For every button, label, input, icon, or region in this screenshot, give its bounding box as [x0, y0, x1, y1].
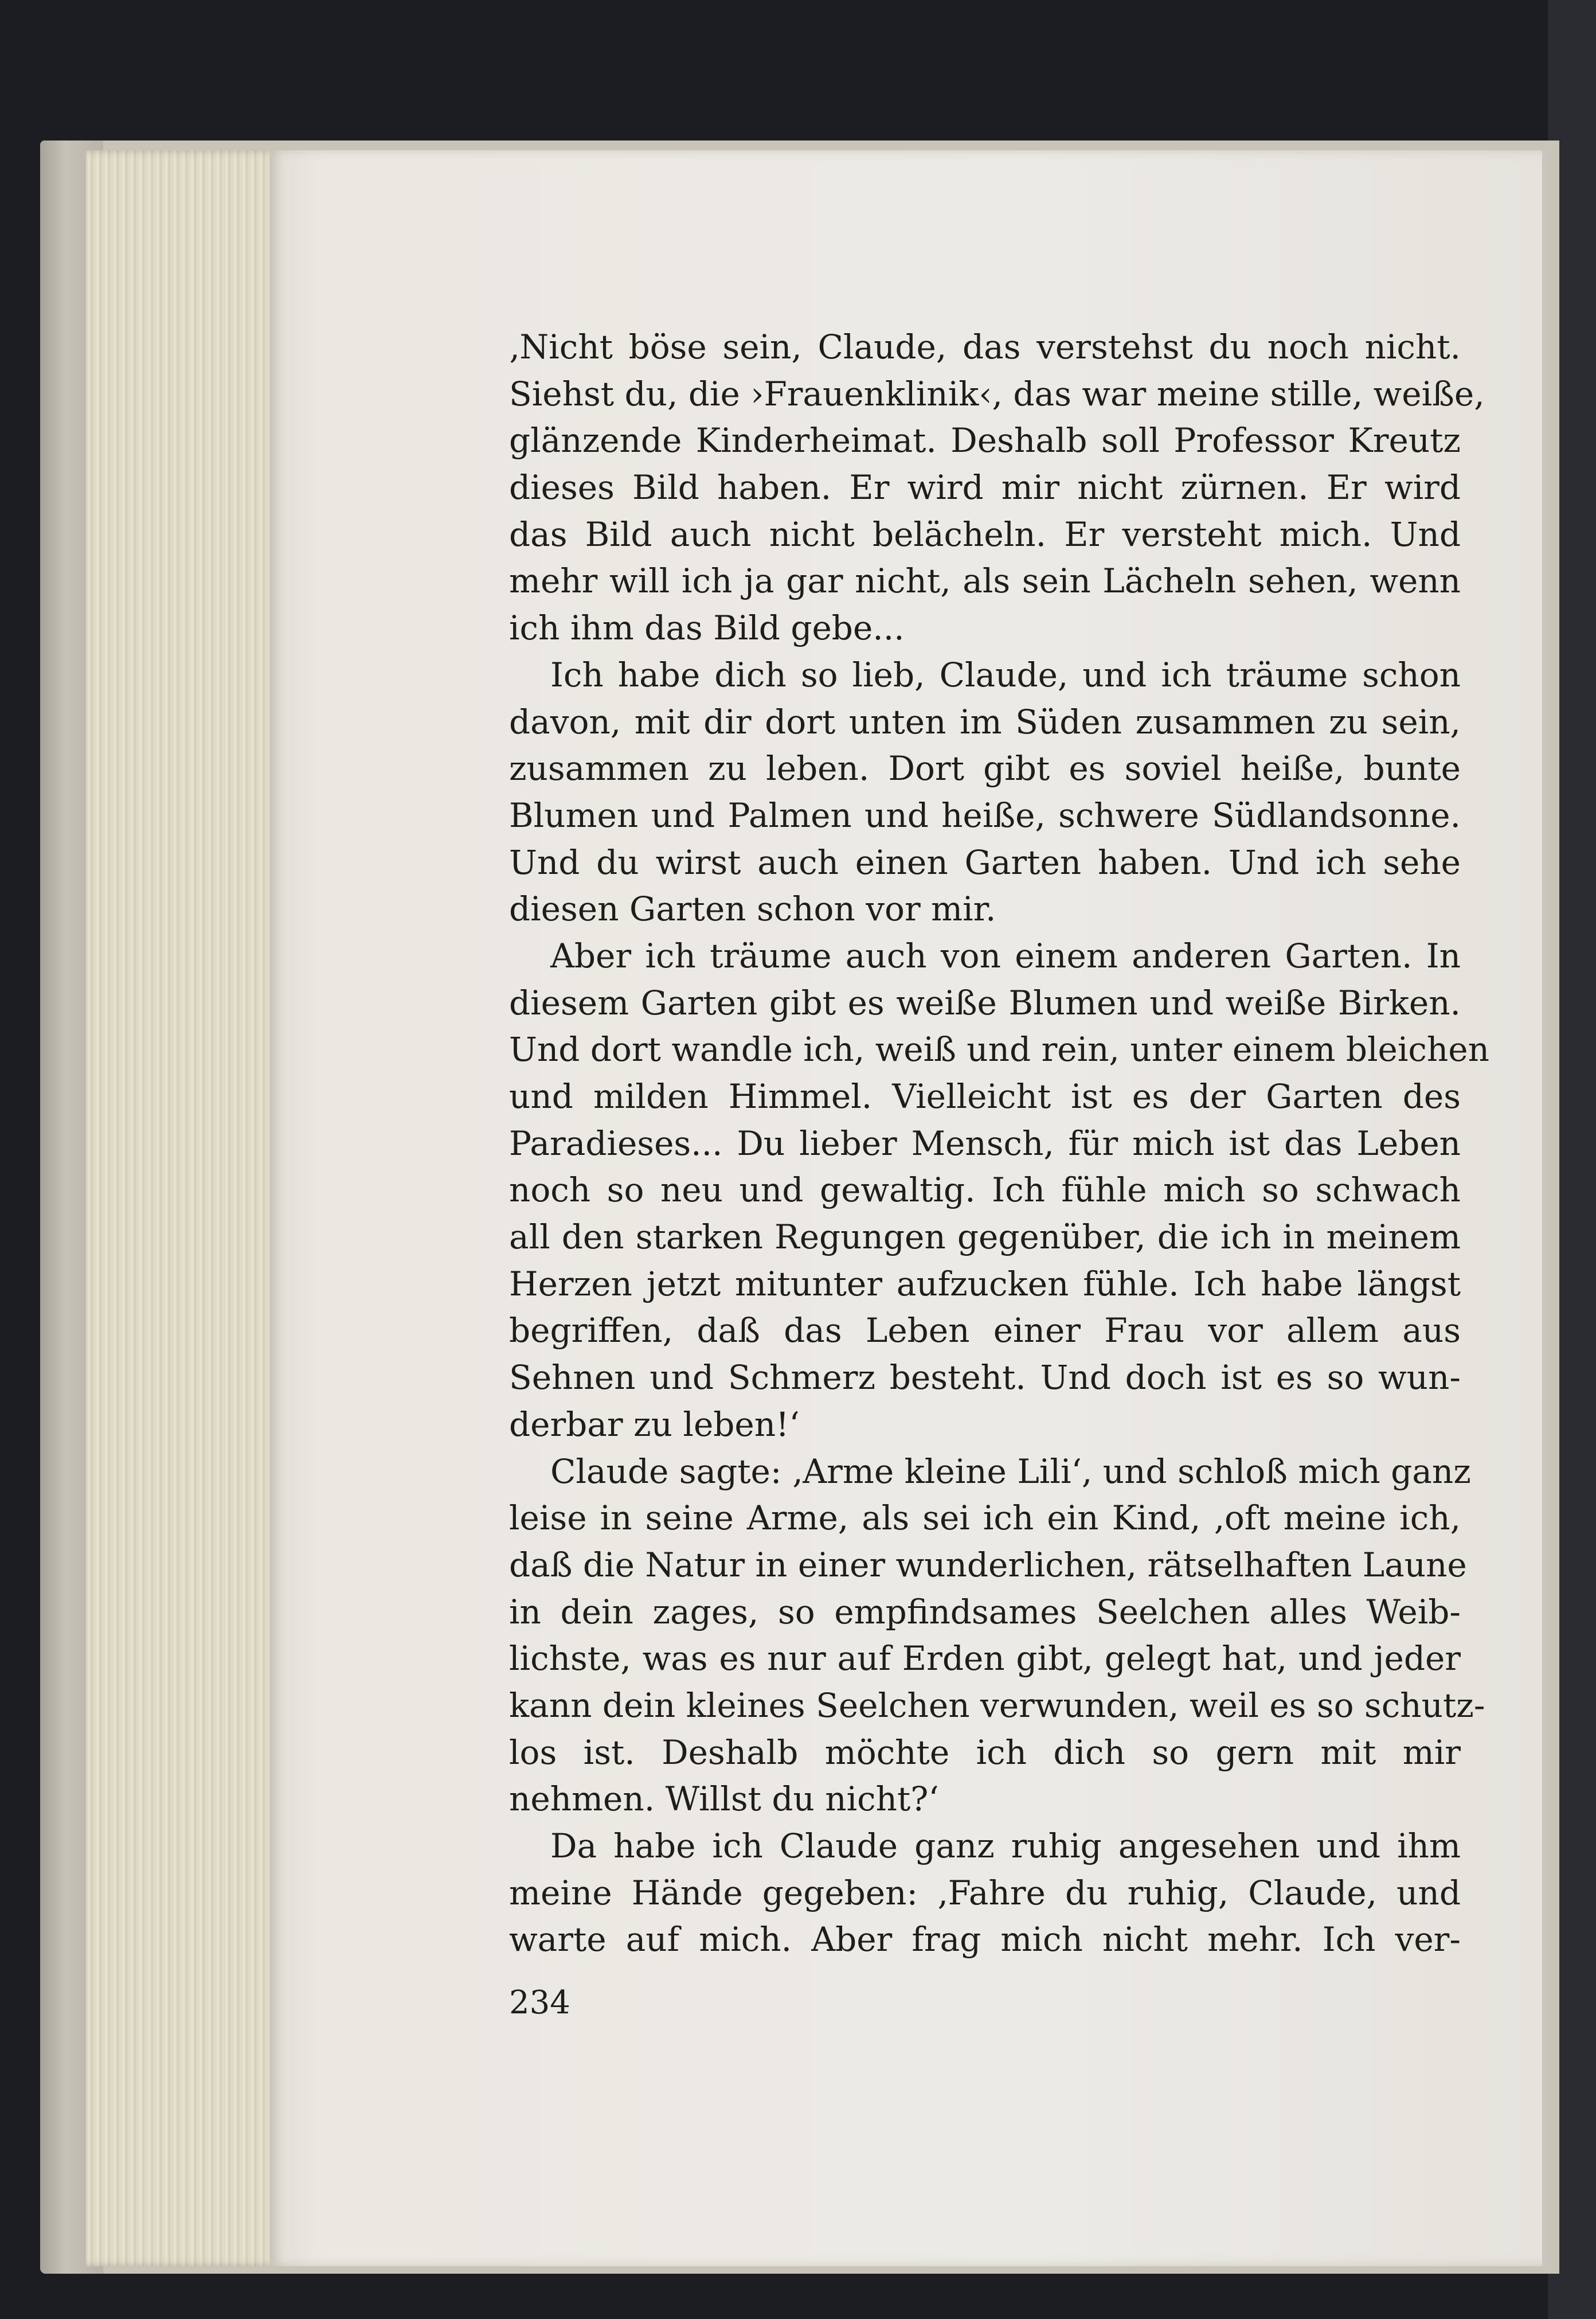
text-line: Sehnen und Schmerz besteht. Und doch ist es so wun- — [509, 1358, 1461, 1397]
text-line: daß die Natur in einer wunderlichen, rätselhaften Laune — [509, 1545, 1467, 1584]
text-line: kann dein kleines Seelchen verwunden, weil es so schutz- — [509, 1685, 1485, 1725]
text-line: Blumen und Palmen und heiße, schwere Südlandsonne. — [509, 795, 1461, 835]
text-line: Und du wirst auch einen Garten haben. Und ich sehe — [509, 842, 1461, 882]
text-line: dieses Bild haben. Er wird mir nicht zürnen. Er wird — [509, 468, 1461, 507]
text-line: leise in seine Arme, als sei ich ein Kind, ‚oft meine ich, — [509, 1498, 1461, 1538]
text-line: glänzende Kinderheimat. Deshalb soll Professor Kreutz — [509, 421, 1461, 460]
text-line: zusammen zu leben. Dort gibt es soviel heiße, bunte — [509, 749, 1461, 788]
text-line: Und dort wandle ich, weiß und rein, unter einem bleichen — [509, 1030, 1489, 1069]
text-line: das Bild auch nicht belächeln. Er versteht mich. Und — [509, 514, 1461, 554]
text-line: davon, mit dir dort unten im Süden zusammen zu sein, — [509, 702, 1461, 741]
text-line: derbar zu leben!‘ — [509, 1404, 800, 1444]
text-line: noch so neu und gewaltig. Ich fühle mich so schwach — [509, 1170, 1461, 1210]
text-line: Da habe ich Claude ganz ruhig angesehen und ihm — [550, 1826, 1461, 1865]
text-line: Aber ich träume auch von einem anderen Garten. In — [550, 936, 1461, 975]
text-line: warte auf mich. Aber frag mich nicht mehr. Ich ver- — [509, 1920, 1461, 1959]
body-text — [509, 324, 1489, 1963]
text-line: Herzen jetzt mitunter aufzucken fühle. Ich habe längst — [509, 1264, 1461, 1303]
page-edges — [86, 150, 281, 2266]
page-number: 234 — [509, 1984, 570, 2021]
text-line: nehmen. Willst du nicht?‘ — [509, 1779, 939, 1819]
text-line: diesen Garten schon vor mir. — [509, 889, 996, 929]
text-line: ‚Nicht böse sein, Claude, das verstehst du noch nicht. — [509, 327, 1461, 366]
page-gutter — [1542, 150, 1549, 2266]
text-line: begriffen, daß das Leben einer Frau vor allem aus — [509, 1311, 1461, 1350]
text-line: all den starken Regungen gegenüber, die ich in meinem — [509, 1217, 1461, 1257]
text-line: diesem Garten gibt es weiße Blumen und weiße Birken. — [509, 983, 1461, 1022]
text-line: Claude sagte: ‚Arme kleine Lili‘, und schloß mich ganz — [550, 1451, 1471, 1491]
text-line: los ist. Deshalb möchte ich dich so gern mit mir — [509, 1732, 1461, 1772]
text-line: Siehst du, die ›Frauenklinik‹, das war meine stille, weiße, — [509, 374, 1485, 413]
text-line: in dein zages, so empfindsames Seelchen alles Weib- — [509, 1592, 1461, 1631]
text-line: ich ihm das Bild gebe... — [509, 608, 905, 648]
text-line: Ich habe dich so lieb, Claude, und ich träume schon — [550, 655, 1461, 694]
text-line: mehr will ich ja gar nicht, als sein Lächeln sehen, wenn — [509, 561, 1461, 601]
text-line: Paradieses... Du lieber Mensch, für mich ist das Leben — [509, 1123, 1461, 1163]
text-line: lichste, was es nur auf Erden gibt, gelegt hat, und jeder — [509, 1639, 1461, 1678]
text-line: und milden Himmel. Vielleicht ist es der Garten des — [509, 1077, 1461, 1116]
text-line: meine Hände gegeben: ‚Fahre du ruhig, Claude, und — [509, 1873, 1461, 1912]
